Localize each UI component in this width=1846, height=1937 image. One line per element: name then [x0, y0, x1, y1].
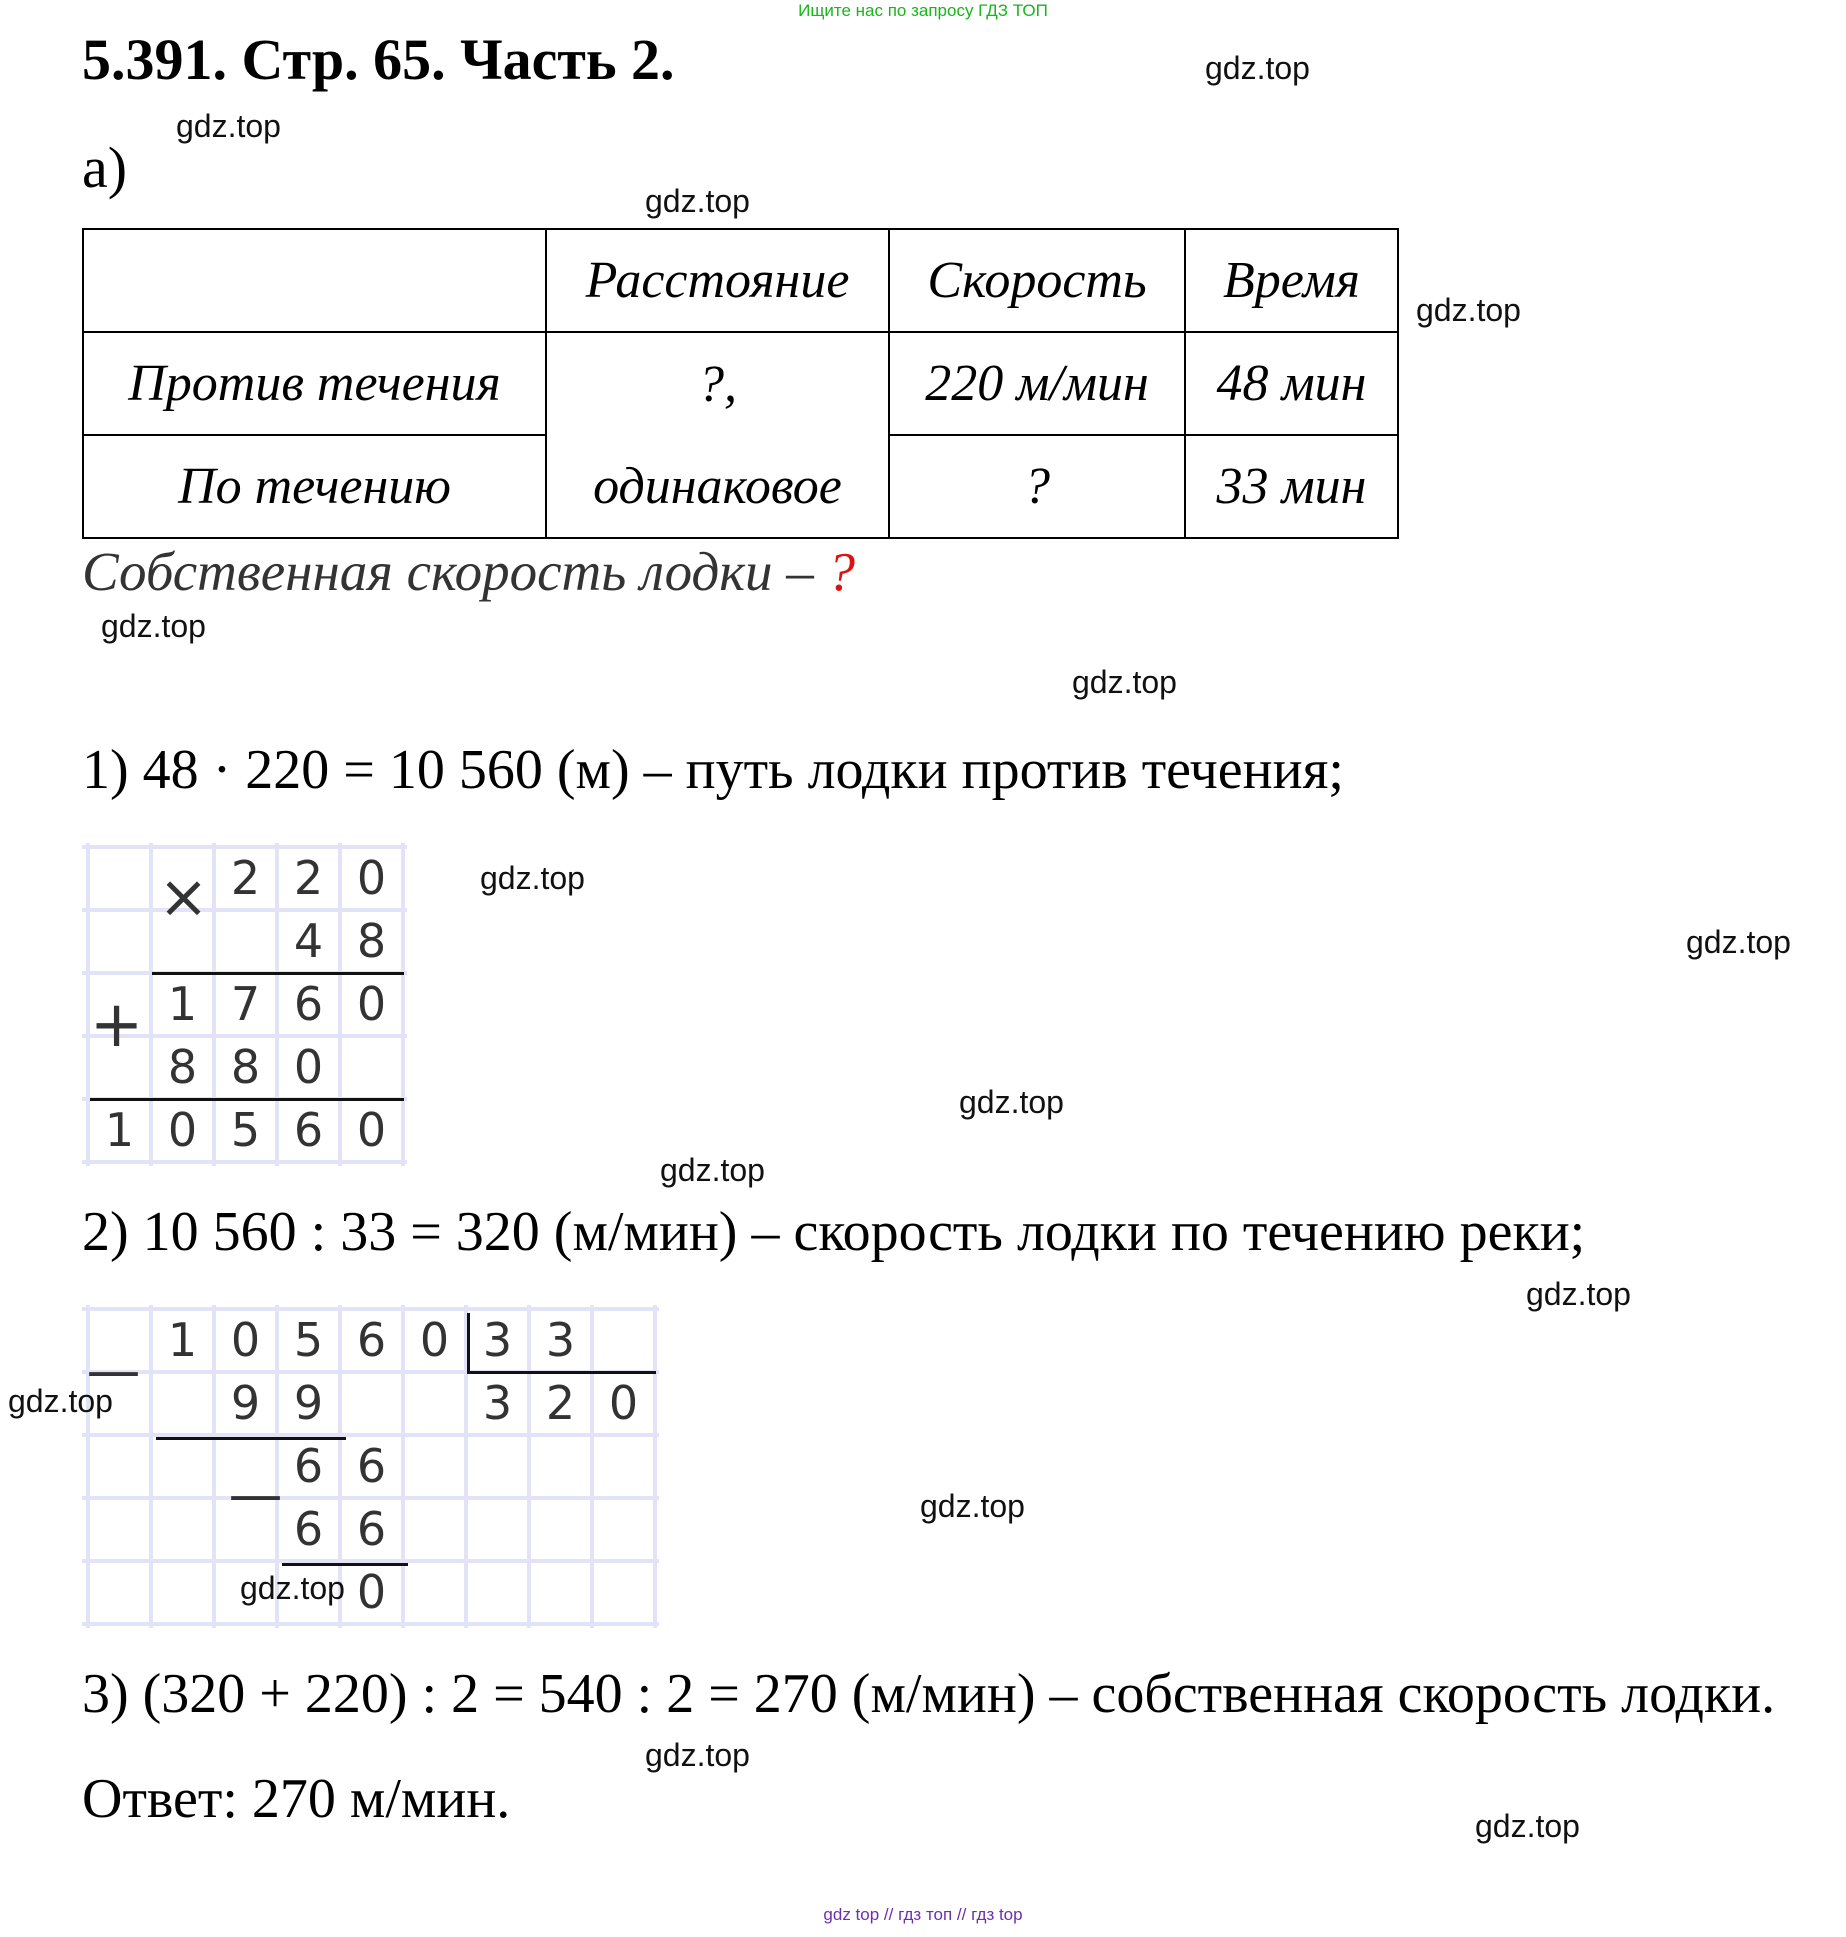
digit-cell [151, 1561, 214, 1624]
watermark: gdz.top [101, 608, 206, 644]
division-grid [82, 1305, 665, 1630]
digit-cell: 0 [167, 1103, 198, 1157]
digit-cell: 1 [104, 1103, 135, 1157]
digit-cell [88, 1309, 151, 1372]
data-table [82, 228, 1399, 539]
watermark: gdz.top [1416, 292, 1521, 328]
digit-cell: 4 [293, 914, 324, 968]
digit-cell: 2 [293, 851, 324, 905]
distance-cell-top: ?, [546, 332, 889, 435]
digit-cell: 2 [545, 1376, 576, 1430]
digit-cell [592, 1309, 655, 1372]
digit-cell [466, 1561, 529, 1624]
step-2: 2) 10 560 : 33 = 320 (м/мин) – скорость лодки по течению реки; [82, 1201, 1586, 1263]
digit-cell: 6 [293, 977, 324, 1031]
digit-cell: 8 [356, 914, 387, 968]
watermark: gdz.top [1205, 50, 1310, 86]
time-downstream: 33 мин [1185, 435, 1398, 538]
table-header-time: Время [1185, 229, 1398, 332]
digit-cell [529, 1435, 592, 1498]
row-label-upstream: Против течения [83, 332, 546, 435]
watermark: gdz.top [8, 1383, 113, 1419]
digit-cell: 0 [608, 1376, 639, 1430]
digit-cell [214, 910, 277, 973]
digit-cell: 3 [482, 1376, 513, 1430]
digit-cell: 0 [356, 1103, 387, 1157]
page-title: 5.391. Стр. 65. Часть 2. [82, 27, 675, 92]
watermark: gdz.top [645, 1737, 750, 1773]
part-label: а) [82, 135, 128, 200]
digit-cell [214, 1435, 277, 1498]
digit-cell [88, 1036, 151, 1099]
digit-cell: 2 [230, 851, 261, 905]
digit-cell [592, 1498, 655, 1561]
row-label-downstream: По течению [83, 435, 546, 538]
digit-cell [529, 1561, 592, 1624]
digit-cell: 1 [167, 977, 198, 1031]
digit-cell: 0 [293, 1040, 324, 1094]
digit-cell [88, 1435, 151, 1498]
digit-cell: 5 [293, 1313, 324, 1367]
watermark: gdz.top [176, 108, 281, 144]
step-1: 1) 48 · 220 = 10 560 (м) – путь лодки против течения; [82, 739, 1344, 801]
digit-cell: 0 [356, 851, 387, 905]
digit-cell [151, 1435, 214, 1498]
question-mark: ? [827, 541, 856, 602]
step-3: 3) (320 + 220) : 2 = 540 : 2 = 270 (м/мин) – собственная скорость лодки. [82, 1663, 1776, 1725]
table-row [83, 435, 1398, 538]
digit-cell [403, 1561, 466, 1624]
digit-cell: 0 [230, 1313, 261, 1367]
digit-cell [529, 1498, 592, 1561]
question-line [82, 540, 855, 603]
speed-downstream: ? [889, 435, 1185, 538]
question-text: Собственная скорость лодки – [82, 541, 828, 602]
digit-cell [592, 1561, 655, 1624]
digit-cell [340, 1036, 403, 1099]
table-row [83, 229, 1398, 332]
digit-cell: 5 [230, 1103, 261, 1157]
minus-sign: — [86, 1339, 141, 1402]
digit-cell [403, 1372, 466, 1435]
digit-cell: 6 [356, 1502, 387, 1556]
digit-cell: 6 [293, 1103, 324, 1157]
digit-cell [592, 1435, 655, 1498]
top-banner[interactable]: Ищите нас по запросу ГДЗ ТОП [798, 1, 1048, 20]
digit-cell: 0 [356, 1565, 387, 1619]
digit-cell [151, 910, 214, 973]
digit-cell [403, 1498, 466, 1561]
digit-cell [88, 847, 151, 910]
distance-cell-bottom: одинаковое [546, 435, 889, 538]
digit-cell [88, 1498, 151, 1561]
digit-cell [340, 1372, 403, 1435]
watermark: gdz.top [1526, 1276, 1631, 1312]
digit-cell: 3 [545, 1313, 576, 1367]
minus-sign: — [228, 1463, 283, 1526]
digit-cell [88, 910, 151, 973]
time-upstream: 48 мин [1185, 332, 1398, 435]
watermark: gdz.top [1072, 664, 1177, 700]
table-header-distance: Расстояние [546, 229, 889, 332]
times-sign: × [158, 862, 209, 932]
digit-cell [151, 1498, 214, 1561]
digit-cell [214, 1498, 277, 1561]
digit-cell [151, 1372, 214, 1435]
digit-cell: 8 [230, 1040, 261, 1094]
digit-cell: 9 [230, 1376, 261, 1430]
digit-cell [88, 973, 151, 1036]
watermark: gdz.top [660, 1152, 765, 1188]
digit-cell [466, 1498, 529, 1561]
digit-cell [151, 847, 214, 910]
watermark: gdz.top [480, 860, 585, 896]
digit-cell: 6 [356, 1313, 387, 1367]
watermark: gdz.top [1686, 924, 1791, 960]
digit-cell: 7 [230, 977, 261, 1031]
digit-cell: 6 [356, 1439, 387, 1493]
watermark: gdz.top [645, 183, 750, 219]
digit-cell [88, 1561, 151, 1624]
digit-cell [466, 1435, 529, 1498]
digit-cell: 9 [293, 1376, 324, 1430]
digit-cell: 6 [293, 1439, 324, 1493]
answer-line: Ответ: 270 м/мин. [82, 1768, 511, 1830]
multiplication-grid [82, 843, 413, 1168]
watermark: gdz.top [959, 1084, 1064, 1120]
digit-cell: 3 [482, 1313, 513, 1367]
digit-cell: 0 [356, 977, 387, 1031]
table-row [83, 332, 1398, 435]
speed-upstream: 220 м/мин [889, 332, 1185, 435]
digit-cell: 0 [419, 1313, 450, 1367]
digit-cell [403, 1435, 466, 1498]
digit-cell: 1 [167, 1313, 198, 1367]
watermark: gdz.top [1475, 1808, 1580, 1844]
table-header-speed: Скорость [889, 229, 1185, 332]
plus-sign: + [89, 988, 144, 1062]
watermark: gdz.top [240, 1570, 345, 1606]
digit-cell: 8 [167, 1040, 198, 1094]
footer-links[interactable]: gdz top // гдз топ // гдз top [823, 1905, 1023, 1924]
watermark: gdz.top [920, 1488, 1025, 1524]
digit-cell: 6 [293, 1502, 324, 1556]
table-header-empty [83, 229, 546, 332]
